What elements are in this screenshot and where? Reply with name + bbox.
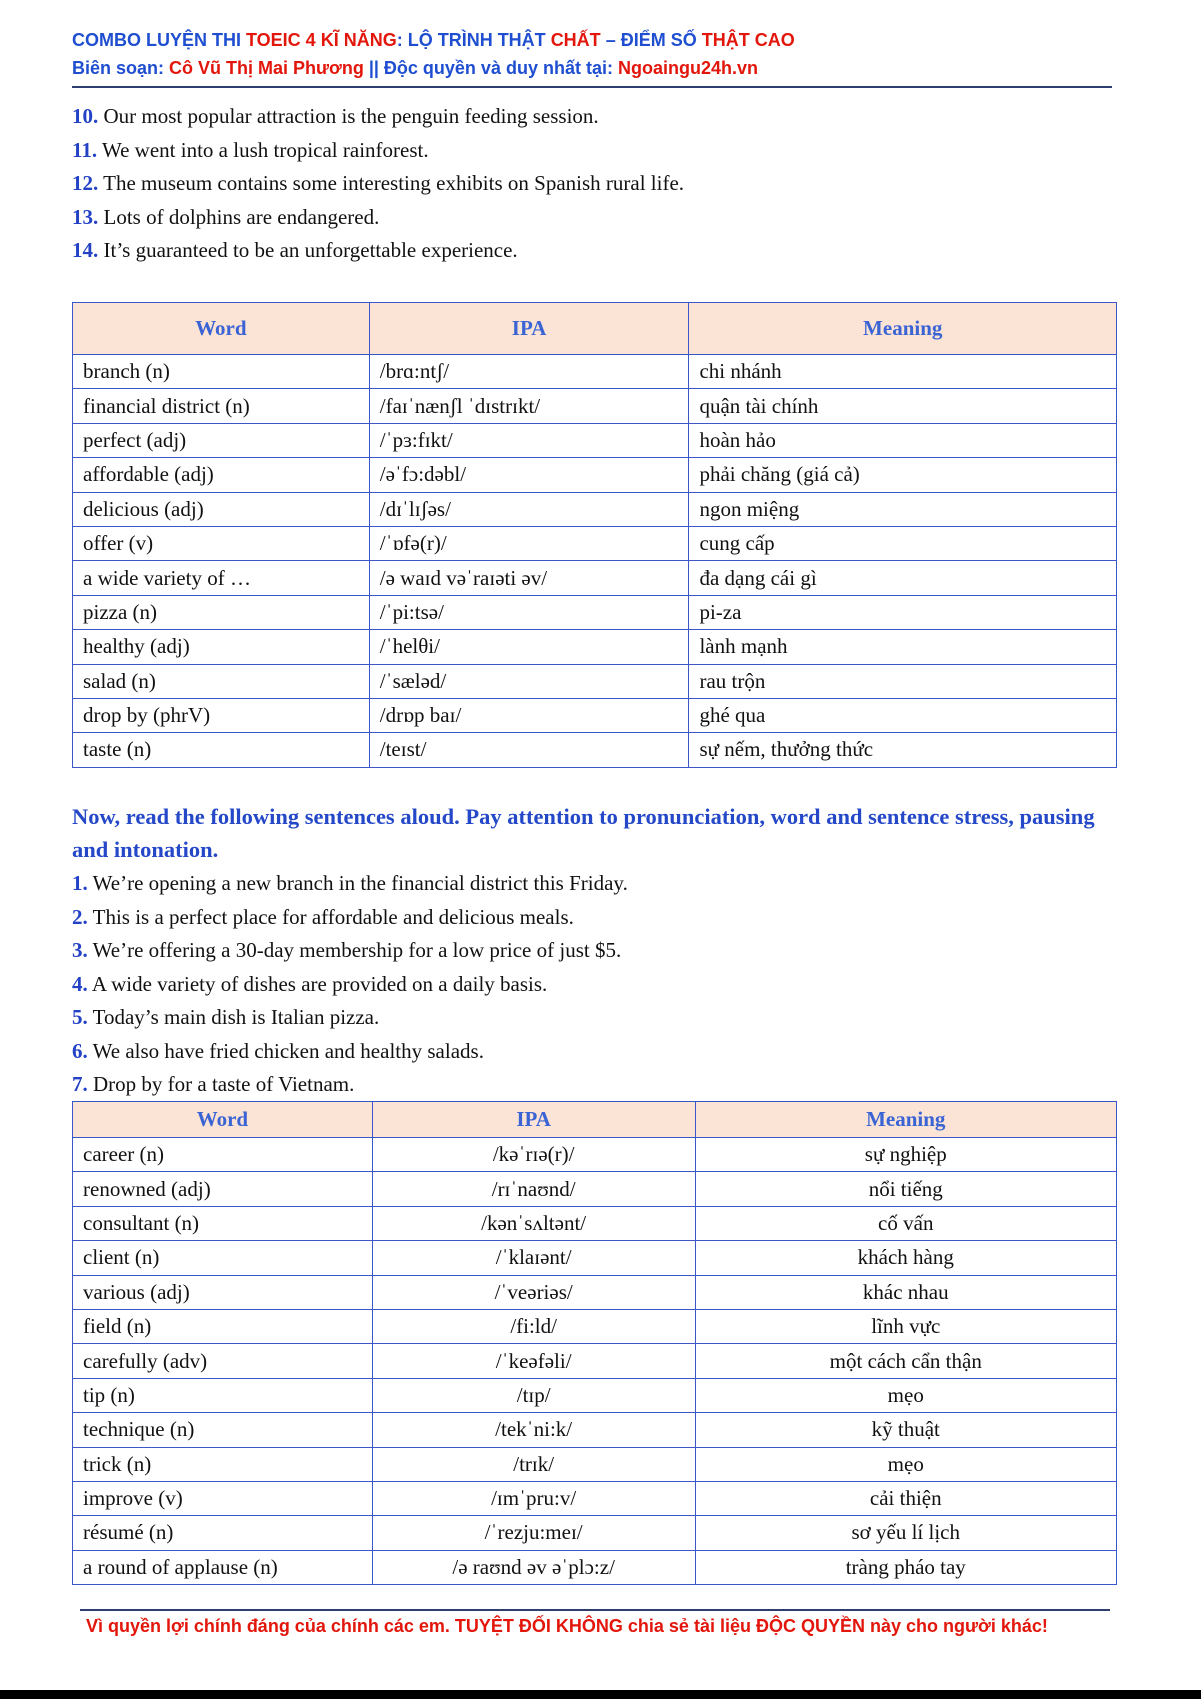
document-header — [72, 26, 795, 82]
word-cell: various (adj) — [73, 1275, 373, 1309]
table-row — [73, 1309, 1117, 1343]
ipa-cell: /ˈɒfə(r)/ — [369, 526, 689, 560]
meaning-cell: sự nghiệp — [695, 1138, 1117, 1172]
footer-part: Vì quyền lợi chính đáng của chính các em. — [86, 1616, 455, 1636]
sentence-number: 11. — [72, 137, 98, 162]
footer-divider — [80, 1609, 1110, 1611]
meaning-cell: một cách cẩn thận — [695, 1344, 1117, 1378]
meaning-cell: chi nhánh — [689, 355, 1117, 389]
word-cell: healthy (adj) — [73, 630, 370, 664]
sentence-number: 2. — [72, 904, 88, 929]
column-header-ipa: IPA — [372, 1102, 695, 1138]
word-cell: drop by (phrV) — [73, 698, 370, 732]
sentence-number: 5. — [72, 1005, 88, 1029]
table-row — [73, 526, 1117, 560]
sentence-text: We also have fried chicken and healthy salads. — [87, 1038, 484, 1063]
ipa-cell: /tekˈni:k/ — [372, 1413, 695, 1447]
ipa-cell: /fi:ld/ — [372, 1309, 695, 1343]
header-subtitle-part: Biên soạn: — [72, 58, 170, 78]
sentence-number: 7. — [72, 1072, 88, 1096]
table-row — [73, 1275, 1117, 1309]
meaning-cell: pi-za — [689, 595, 1117, 629]
ipa-cell: /teɪst/ — [369, 733, 689, 767]
meaning-cell: ghé qua — [689, 698, 1117, 732]
meaning-cell: phải chăng (giá cả) — [689, 458, 1117, 492]
sentence-number: 13. — [72, 204, 99, 229]
ipa-cell: /ə waɪd vəˈraɪəti əv/ — [369, 561, 689, 595]
word-cell: taste (n) — [73, 733, 370, 767]
ipa-cell: /drɒp baɪ/ — [369, 698, 689, 732]
table-row — [73, 1172, 1117, 1206]
table-row — [73, 1378, 1117, 1412]
table-row — [73, 355, 1117, 389]
meaning-cell: tràng pháo tay — [695, 1550, 1117, 1584]
sentence-number: 12. — [72, 171, 99, 195]
table-row — [73, 1344, 1117, 1378]
vocab-table-2 — [72, 1101, 1117, 1585]
column-header-meaning: Meaning — [689, 303, 1117, 355]
meaning-cell: khác nhau — [695, 1275, 1117, 1309]
sentence-list-mid — [72, 867, 628, 1102]
word-cell: financial district (n) — [73, 389, 370, 423]
word-cell: résumé (n) — [73, 1516, 373, 1550]
meaning-cell: sự nếm, thưởng thức — [689, 733, 1117, 767]
sentence-item — [72, 1035, 628, 1069]
column-header-word: Word — [73, 303, 370, 355]
sentence-number: 6. — [72, 1038, 88, 1063]
word-cell: improve (v) — [73, 1481, 373, 1515]
sentence-number: 10. — [72, 104, 99, 128]
table-row — [73, 1206, 1117, 1240]
sentence-text: We’re opening a new branch in the financial district this Friday. — [87, 871, 628, 895]
table-row — [73, 458, 1117, 492]
ipa-cell: /trɪk/ — [372, 1447, 695, 1481]
ipa-cell: /ˈpi:tsə/ — [369, 595, 689, 629]
sentence-item — [72, 234, 684, 268]
sentence-text: Our most popular attraction is the penguin feeding session. — [98, 104, 599, 128]
word-cell: salad (n) — [73, 664, 370, 698]
sentence-text: It’s guaranteed to be an unforgettable experience. — [98, 238, 518, 262]
reading-instruction: Now, read the following sentences aloud. Pay attention to pronunciation, word and sentence stress, pausing and intonation. — [72, 804, 1095, 862]
sentence-text: This is a perfect place for affordable and delicious meals. — [87, 904, 574, 929]
table-row — [73, 698, 1117, 732]
footer-part: chia sẻ tài liệu — [622, 1616, 756, 1636]
ipa-cell: /ˈveəriəs/ — [372, 1275, 695, 1309]
ipa-cell: /ˈklaɪənt/ — [372, 1241, 695, 1275]
footer-part: ĐỘC QUYỀN — [755, 1616, 865, 1636]
ipa-cell: /ə raʊnd əv əˈplɔ:z/ — [372, 1550, 695, 1584]
table-row — [73, 492, 1117, 526]
sentence-text: We’re offering a 30-day membership for a low price of just $5. — [87, 938, 622, 962]
table-header-row — [73, 1102, 1117, 1138]
sentence-item — [72, 134, 684, 168]
ipa-cell: /brɑ:ntʃ/ — [369, 355, 689, 389]
table-row — [73, 423, 1117, 457]
sentence-item — [72, 201, 684, 235]
word-cell: perfect (adj) — [73, 423, 370, 457]
word-cell: offer (v) — [73, 526, 370, 560]
sentence-number: 14. — [72, 238, 99, 262]
column-header-meaning: Meaning — [695, 1102, 1117, 1138]
sentence-item — [72, 934, 628, 968]
header-title-part: – ĐIỂM SỐ — [600, 30, 702, 50]
table-row — [73, 1447, 1117, 1481]
table-row — [73, 1413, 1117, 1447]
column-header-ipa: IPA — [369, 303, 689, 355]
meaning-cell: rau trộn — [689, 664, 1117, 698]
sentence-text: Lots of dolphins are endangered. — [98, 204, 380, 229]
sentence-text: Drop by for a taste of Vietnam. — [87, 1072, 355, 1096]
word-cell: trick (n) — [73, 1447, 373, 1481]
table-row — [73, 1550, 1117, 1584]
ipa-cell: /ˈpɜ:fɪkt/ — [369, 423, 689, 457]
sentence-item — [72, 901, 628, 935]
header-subtitle-part: || Độc quyền và duy nhất tại: — [363, 58, 618, 78]
column-header-word: Word — [73, 1102, 373, 1138]
ipa-cell: /ˈrezju:meɪ/ — [372, 1516, 695, 1550]
ipa-cell: /ˈhelθi/ — [369, 630, 689, 664]
sentence-number: 3. — [72, 938, 88, 962]
table-row — [73, 595, 1117, 629]
sentence-item — [72, 867, 628, 901]
meaning-cell: cung cấp — [689, 526, 1117, 560]
ipa-cell: /kənˈsʌltənt/ — [372, 1206, 695, 1240]
meaning-cell: kỹ thuật — [695, 1413, 1117, 1447]
ipa-cell: /faɪˈnænʃl ˈdɪstrɪkt/ — [369, 389, 689, 423]
header-subtitle-part: Ngoaingu24h.vn — [617, 58, 758, 78]
meaning-cell: cải thiện — [695, 1481, 1117, 1515]
meaning-cell: đa dạng cái gì — [689, 561, 1117, 595]
sentence-item — [72, 968, 628, 1002]
sentence-number: 1. — [72, 871, 88, 895]
header-divider — [72, 86, 1112, 88]
word-cell: client (n) — [73, 1241, 373, 1275]
meaning-cell: mẹo — [695, 1378, 1117, 1412]
ipa-cell: /tɪp/ — [372, 1378, 695, 1412]
header-title-part: COMBO LUYỆN THI — [72, 30, 246, 50]
sentence-text: The museum contains some interesting exhibits on Spanish rural life. — [98, 171, 685, 195]
sentence-text: We went into a lush tropical rainforest. — [97, 137, 429, 162]
footer-part: này cho người khác! — [864, 1616, 1048, 1636]
sentence-number: 4. — [72, 971, 88, 996]
page-bottom-border — [0, 1690, 1201, 1699]
meaning-cell: quận tài chính — [689, 389, 1117, 423]
vocab-table-1 — [72, 302, 1117, 768]
meaning-cell: nổi tiếng — [695, 1172, 1117, 1206]
ipa-cell: /kəˈrɪə(r)/ — [372, 1138, 695, 1172]
word-cell: renowned (adj) — [73, 1172, 373, 1206]
table-row — [73, 1481, 1117, 1515]
word-cell: affordable (adj) — [73, 458, 370, 492]
ipa-cell: /ˈkeəfəli/ — [372, 1344, 695, 1378]
table-row — [73, 389, 1117, 423]
word-cell: pizza (n) — [73, 595, 370, 629]
header-subtitle — [72, 54, 795, 82]
meaning-cell: khách hàng — [695, 1241, 1117, 1275]
word-cell: delicious (adj) — [73, 492, 370, 526]
meaning-cell: ngon miệng — [689, 492, 1117, 526]
footer-part: TUYỆT ĐỐI KHÔNG — [454, 1616, 623, 1636]
ipa-cell: /əˈfɔ:dəbl/ — [369, 458, 689, 492]
header-title-part: CHẤT — [550, 30, 601, 50]
sentence-item — [72, 1001, 628, 1035]
table-row — [73, 664, 1117, 698]
footer-notice — [86, 1616, 1048, 1637]
word-cell: consultant (n) — [73, 1206, 373, 1240]
ipa-cell: /ˈsæləd/ — [369, 664, 689, 698]
word-cell: tip (n) — [73, 1378, 373, 1412]
ipa-cell: /dɪˈlɪʃəs/ — [369, 492, 689, 526]
sentence-text: A wide variety of dishes are provided on a daily basis. — [87, 971, 548, 996]
sentence-item — [72, 167, 684, 201]
ipa-cell: /rɪˈnaʊnd/ — [372, 1172, 695, 1206]
word-cell: career (n) — [73, 1138, 373, 1172]
word-cell: field (n) — [73, 1309, 373, 1343]
sentence-item — [72, 100, 684, 134]
meaning-cell: cố vấn — [695, 1206, 1117, 1240]
word-cell: a round of applause (n) — [73, 1550, 373, 1584]
sentence-text: Today’s main dish is Italian pizza. — [87, 1005, 380, 1029]
table-row — [73, 1241, 1117, 1275]
table-row — [73, 1516, 1117, 1550]
header-subtitle-part: Cô Vũ Thị Mai Phương — [169, 58, 364, 78]
table-row — [73, 630, 1117, 664]
table-header-row — [73, 303, 1117, 355]
meaning-cell: lành mạnh — [689, 630, 1117, 664]
meaning-cell: mẹo — [695, 1447, 1117, 1481]
meaning-cell: sơ yếu lí lịch — [695, 1516, 1117, 1550]
table-row — [73, 561, 1117, 595]
table-row — [73, 733, 1117, 767]
meaning-cell: lĩnh vực — [695, 1309, 1117, 1343]
word-cell: technique (n) — [73, 1413, 373, 1447]
word-cell: carefully (adv) — [73, 1344, 373, 1378]
word-cell: a wide variety of … — [73, 561, 370, 595]
ipa-cell: /ɪmˈpru:v/ — [372, 1481, 695, 1515]
header-title — [72, 26, 795, 54]
header-title-part: TOEIC 4 KĨ NĂNG — [246, 30, 397, 50]
header-title-part: THẬT CAO — [701, 30, 795, 50]
table-row — [73, 1138, 1117, 1172]
sentence-list-top — [72, 100, 684, 268]
word-cell: branch (n) — [73, 355, 370, 389]
sentence-item — [72, 1068, 628, 1102]
meaning-cell: hoàn hảo — [689, 423, 1117, 457]
header-title-part: : LỘ TRÌNH THẬT — [396, 30, 551, 50]
